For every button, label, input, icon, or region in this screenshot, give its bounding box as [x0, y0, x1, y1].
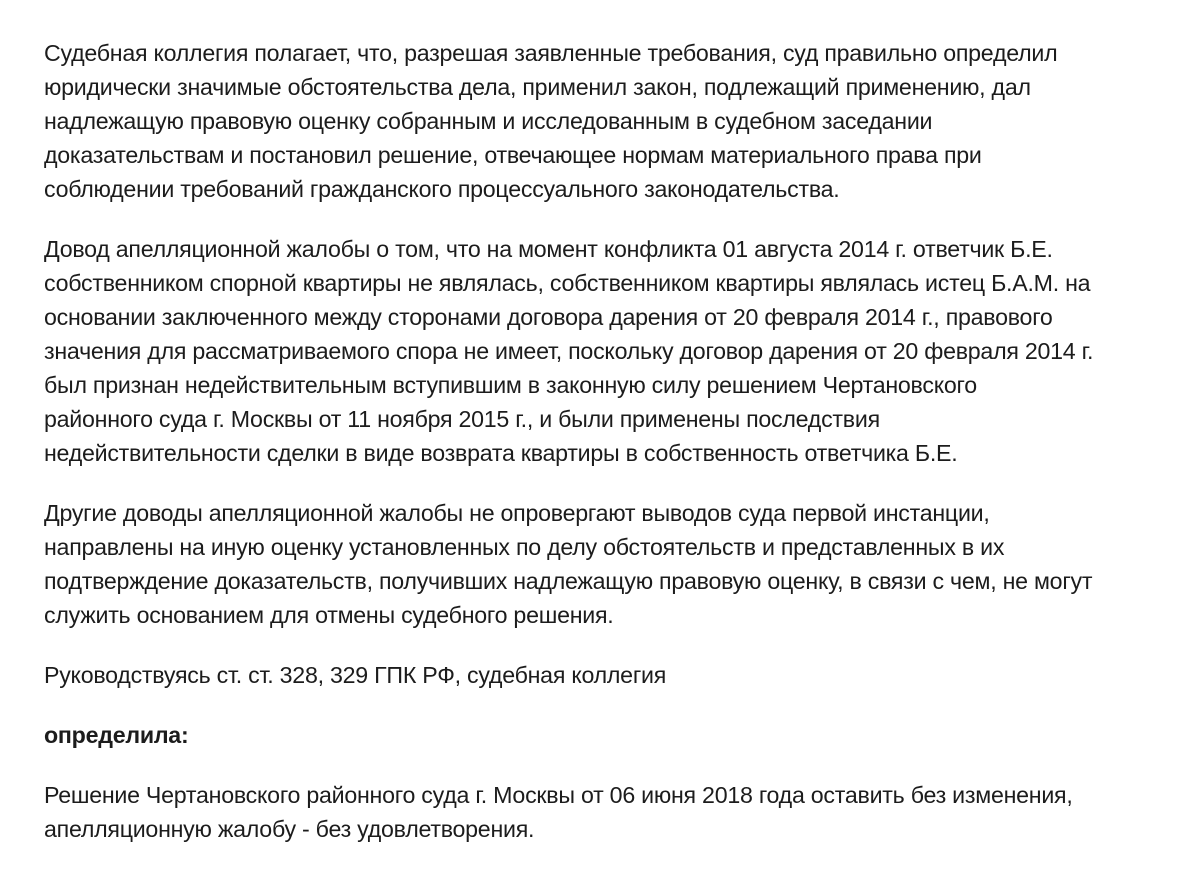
text-line: Судебная коллегия полагает, что, разрешая заявленные требования, суд правильно определил	[44, 40, 1058, 66]
text-line: Довод апелляционной жалобы о том, что на момент конфликта 01 августа 2014 г. ответчик Б.Е.	[44, 236, 1053, 262]
text-line: направлены на иную оценку установленных по делу обстоятельств и представленных в их	[44, 534, 1005, 560]
text-line: подтверждение доказательств, получивших надлежащую правовую оценку, в связи с чем, не могут	[44, 568, 1093, 594]
text-line: служить основанием для отмены судебного решения.	[44, 602, 614, 628]
text-line: Руководствуясь ст. ст. 328, 329 ГПК РФ, судебная коллегия	[44, 662, 667, 688]
text-line: Другие доводы апелляционной жалобы не опровергают выводов суда первой инстанции,	[44, 500, 990, 526]
text-line: надлежащую правовую оценку собранным и исследованным в судебном заседании	[44, 108, 933, 134]
text-line: районного суда г. Москвы от 11 ноября 2015 г., и были применены последствия	[44, 406, 880, 432]
text-line: собственником спорной квартиры не являлась, собственником квартиры являлась истец Б.А.М. на	[44, 270, 1091, 296]
text-line: Решение Чертановского районного суда г. Москвы от 06 июня 2018 года оставить без изменения,	[44, 782, 1073, 808]
text-line: значения для рассматриваемого спора не имеет, поскольку договор дарения от 20 февраля 2014 г.	[44, 338, 1094, 364]
paragraph-legal-basis	[44, 658, 1194, 692]
paragraph-other-arguments	[44, 496, 1194, 632]
text-line: апелляционную жалобу - без удовлетворения.	[44, 816, 535, 842]
text-line: юридически значимые обстоятельства дела, применил закон, подлежащий применению, дал	[44, 74, 1031, 100]
text-line: доказательствам и постановил решение, отвечающее нормам материального права при	[44, 142, 982, 168]
text-line: основании заключенного между сторонами договора дарения от 20 февраля 2014 г., правового	[44, 304, 1053, 330]
paragraph-court-opinion	[44, 36, 1194, 206]
text-line: определила:	[44, 722, 189, 748]
paragraph-ruling-heading	[44, 718, 1194, 752]
text-line: недействительности сделки в виде возврата квартиры в собственность ответчика Б.Е.	[44, 440, 958, 466]
text-line: был признан недействительным вступившим в законную силу решением Чертановского	[44, 372, 977, 398]
paragraph-decision	[44, 778, 1194, 846]
text-line: соблюдении требований гражданского процессуального законодательства.	[44, 176, 840, 202]
document-page	[44, 36, 1194, 846]
paragraph-appeal-argument	[44, 232, 1194, 470]
